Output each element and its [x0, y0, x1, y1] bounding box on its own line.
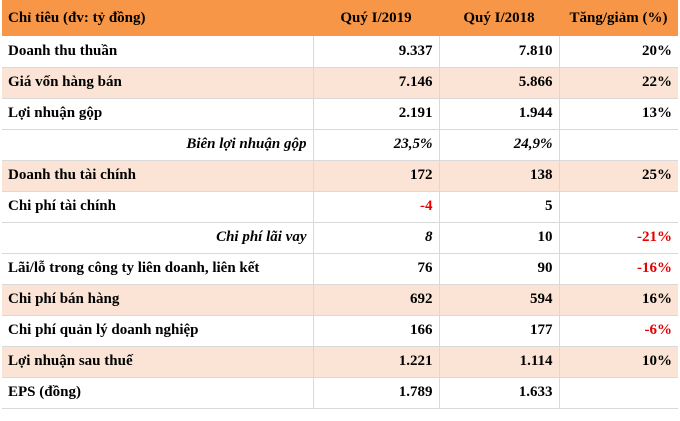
change-value: 22%: [559, 67, 678, 98]
q1-2019-value: 23,5%: [313, 129, 439, 160]
header-indicator: Chỉ tiêu (đv: tỷ đồng): [8, 9, 146, 26]
table-header-row: [2, 0, 678, 36]
change-value: 20%: [559, 36, 678, 67]
header-change: Tăng/giảm (%): [569, 9, 668, 26]
change-value: -16%: [559, 253, 678, 284]
change-value: 25%: [559, 160, 678, 191]
change-value: -6%: [559, 315, 678, 346]
q1-2019-value: 172: [313, 160, 439, 191]
change-value: 10%: [559, 346, 678, 377]
q1-2018-value: 10: [439, 222, 559, 253]
table-row: [2, 315, 678, 346]
table-row: [2, 67, 678, 98]
q1-2019-value: 1.789: [313, 377, 439, 408]
table-row: [2, 346, 678, 377]
table-row: [2, 191, 678, 222]
table-row: [2, 222, 678, 253]
row-label: Giá vốn hàng bán: [2, 67, 313, 98]
q1-2018-value: 177: [439, 315, 559, 346]
q1-2019-value: 166: [313, 315, 439, 346]
change-value: [559, 377, 678, 408]
table-row: [2, 284, 678, 315]
change-value: [559, 129, 678, 160]
q1-2018-value: 5: [439, 191, 559, 222]
q1-2019-value: 9.337: [313, 36, 439, 67]
row-label: Doanh thu tài chính: [2, 160, 313, 191]
table-row: [2, 377, 678, 408]
table-row: [2, 253, 678, 284]
table-row: [2, 98, 678, 129]
change-value: 16%: [559, 284, 678, 315]
q1-2019-value: 692: [313, 284, 439, 315]
q1-2018-value: 1.633: [439, 377, 559, 408]
row-label: Chi phí quản lý doanh nghiệp: [2, 315, 313, 346]
q1-2019-value: 8: [313, 222, 439, 253]
row-label: Lợi nhuận gộp: [2, 98, 313, 129]
q1-2019-value: -4: [313, 191, 439, 222]
q1-2018-value: 1.944: [439, 98, 559, 129]
q1-2018-value: 1.114: [439, 346, 559, 377]
financial-table: [2, 0, 678, 409]
table-row: [2, 160, 678, 191]
q1-2018-value: 90: [439, 253, 559, 284]
row-label: Lợi nhuận sau thuế: [2, 346, 313, 377]
row-label: Doanh thu thuần: [2, 36, 313, 67]
q1-2019-value: 1.221: [313, 346, 439, 377]
row-label: Lãi/lỗ trong công ty liên doanh, liên kết: [2, 253, 313, 284]
change-value: [559, 191, 678, 222]
q1-2018-value: 24,9%: [439, 129, 559, 160]
table-row: [2, 129, 678, 160]
q1-2018-value: 138: [439, 160, 559, 191]
row-label: Chi phí bán hàng: [2, 284, 313, 315]
row-label: Biên lợi nhuận gộp: [2, 129, 313, 160]
change-value: -21%: [559, 222, 678, 253]
change-value: 13%: [559, 98, 678, 129]
row-label: Chi phí tài chính: [2, 191, 313, 222]
header-q1-2018: Quý I/2018: [463, 9, 535, 26]
q1-2019-value: 2.191: [313, 98, 439, 129]
row-label: EPS (đồng): [2, 377, 313, 408]
q1-2019-value: 7.146: [313, 67, 439, 98]
row-label: Chi phí lãi vay: [2, 222, 313, 253]
q1-2018-value: 594: [439, 284, 559, 315]
q1-2019-value: 76: [313, 253, 439, 284]
q1-2018-value: 5.866: [439, 67, 559, 98]
header-q1-2019: Quý I/2019: [340, 9, 412, 26]
q1-2018-value: 7.810: [439, 36, 559, 67]
table-row: [2, 36, 678, 67]
